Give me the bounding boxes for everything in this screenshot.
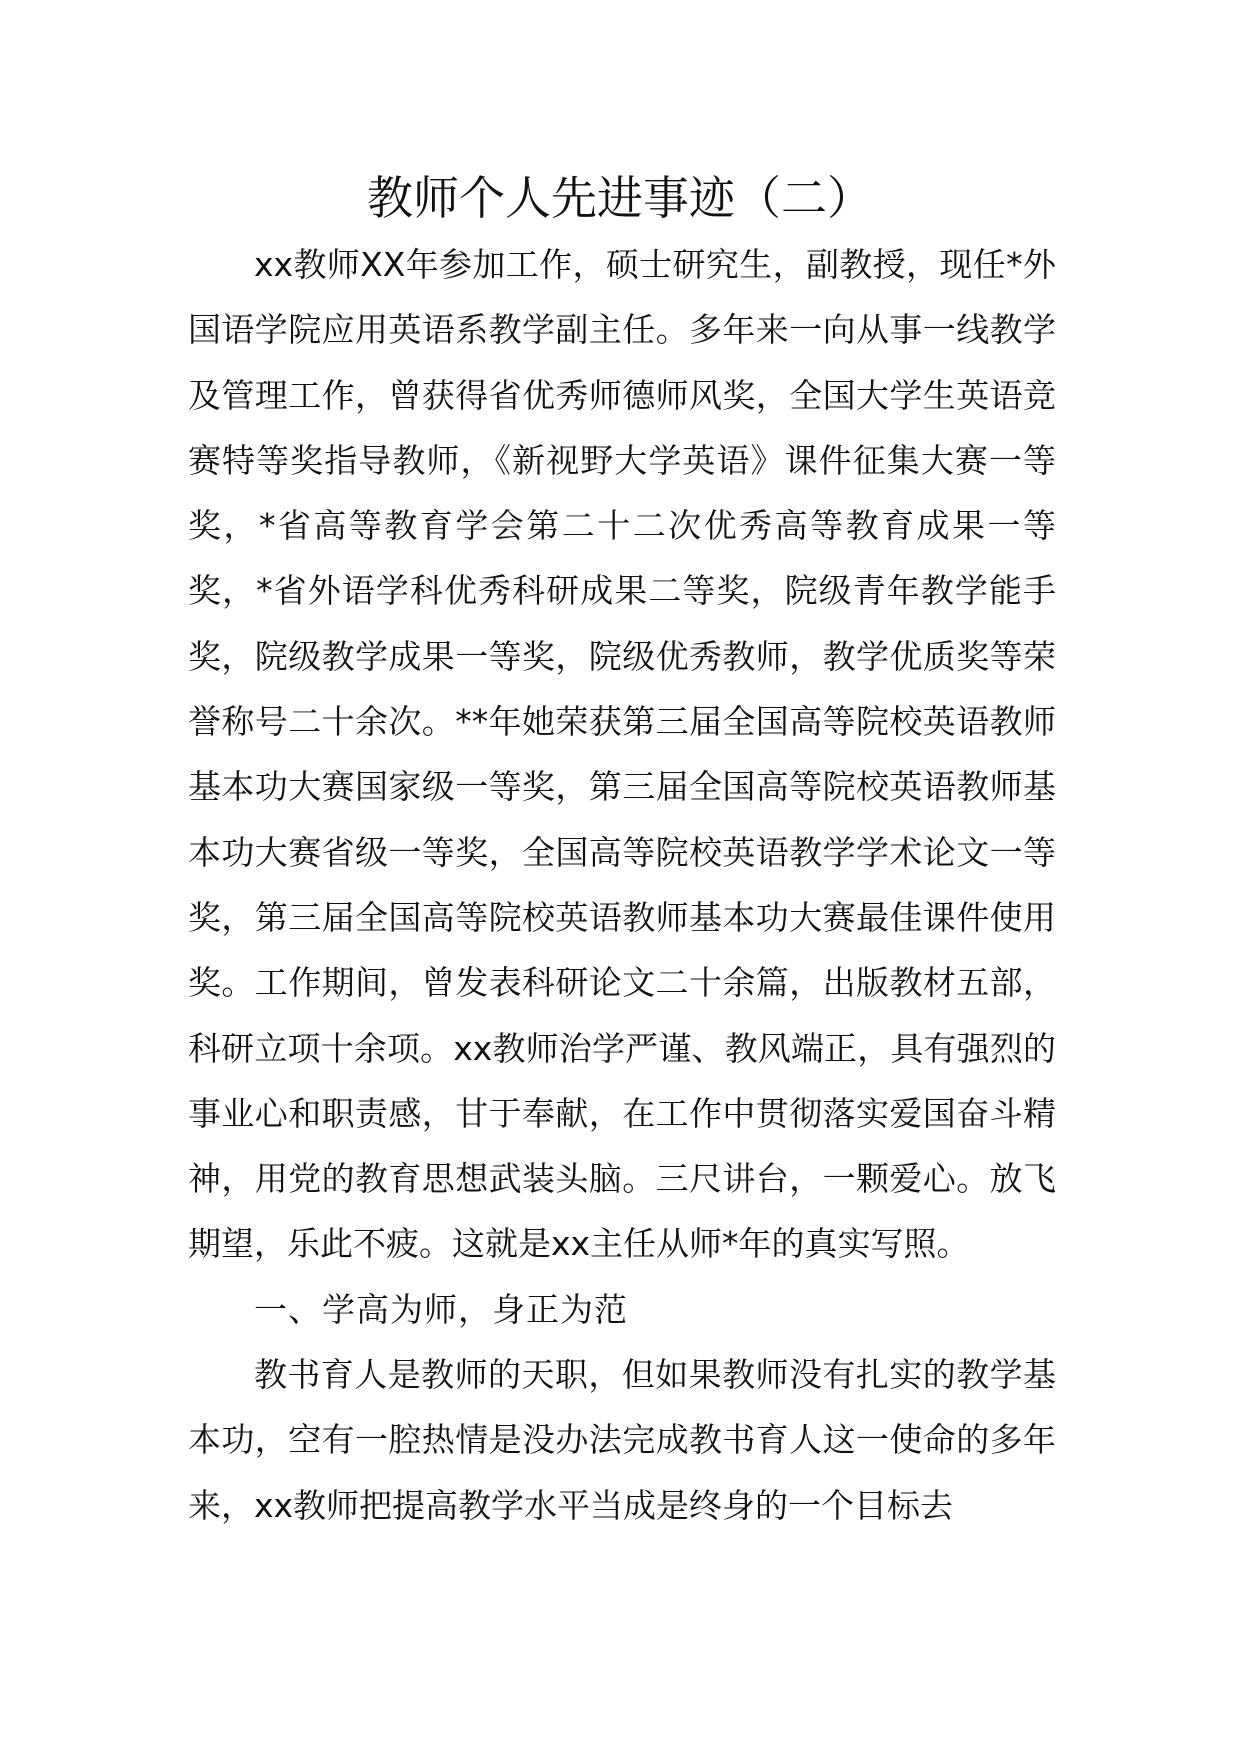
section-paragraph: 教书育人是教师的天职，但如果教师没有扎实的教学基本功，空有一腔热情是没办法完成教书育人这一使命的多年来，xx教师把提高教学水平当成是终身的一个目标去 <box>188 1355 1056 1525</box>
document-body <box>188 232 1056 1538</box>
section-heading: 一、学高为师，身正为范 <box>254 1289 628 1329</box>
document-title: 教师个人先进事迹（二） <box>367 171 873 225</box>
intro-paragraph: xx教师XX年参加工作，硕士研究生，副教授，现任*外国语学院应用英语系教学副主任。多年来一向从事一线教学及管理工作，曾获得省优秀师德师风奖，全国大学生英语竞赛特等奖指导教师，《新视野大学英语》课件征集大赛一等奖，*省高等教育学会第二十二次优秀高等教育成果一等奖，*省外语学科优秀科研成果二等奖，院级青年教学能手奖，院级教学成果一等奖，院级优秀教师，教学优质奖等荣誉称号二十余次。**年她荣获第三届全国高等院校英语教师基本功大赛国家级一等奖，第三届全国高等院校英语教师基本功大赛省级一等奖，全国高等院校英语教学学术论文一等奖，第三届全国高等院校英语教师基本功大赛最佳课件使用奖。工作期间，曾发表科研论文二十余篇，出版教材五部，科研立项十余项。xx教师治学严谨、教风端正，具有强烈的事业心和职责感，甘于奉献，在工作中贯彻落实爱国奋斗精神，用党的教育思想武装头脑。三尺讲台，一颗爱心。放飞期望，乐此不疲。这就是xx主任从师*年的真实写照。 <box>188 245 1056 1264</box>
